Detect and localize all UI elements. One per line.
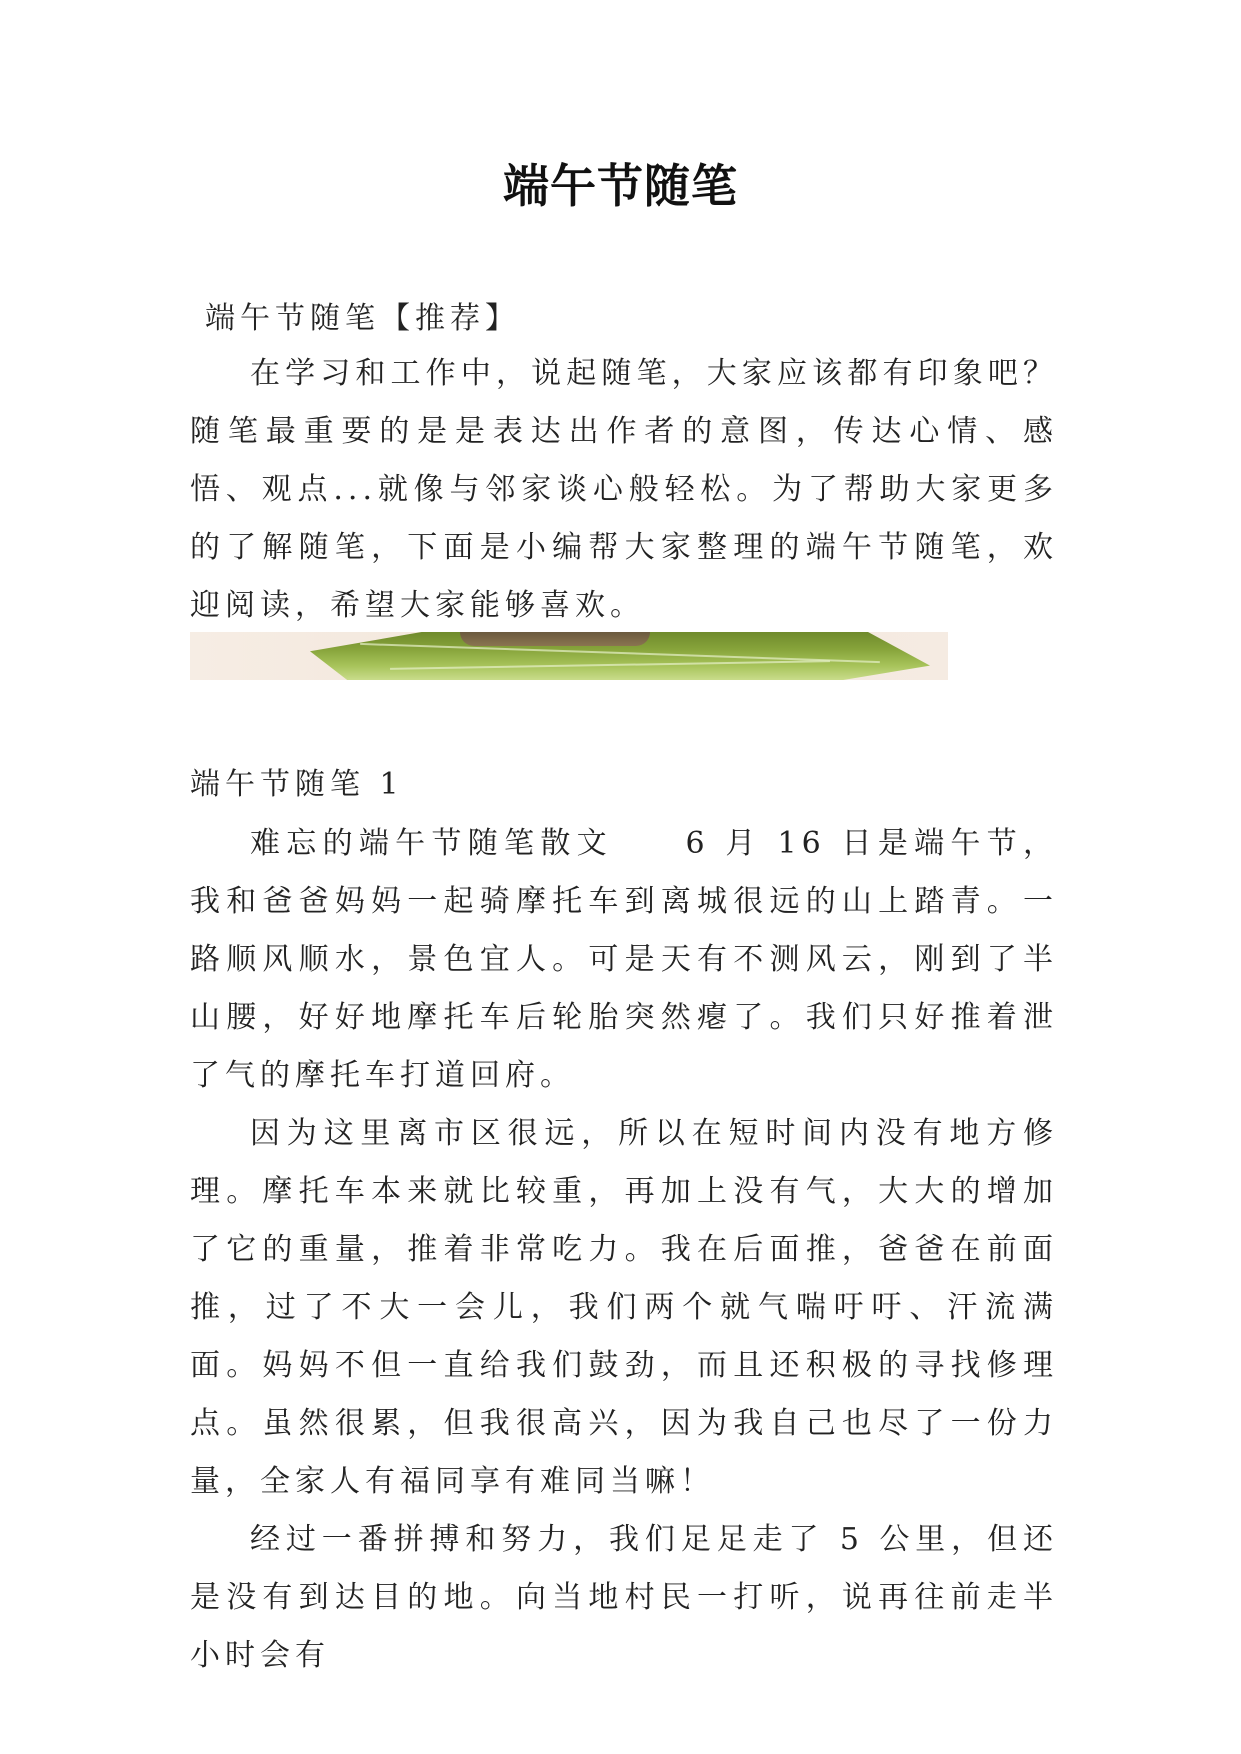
section-heading: 端午节随笔 1 <box>190 767 404 802</box>
intro-paragraph: 在学习和工作中，说起随笔，大家应该都有印象吧？随笔最重要的是是表达出作者的意图，传达心情、感悟、观点...就像与邻家谈心般轻松。为了帮助大家更多的了解随笔，下面是小编帮大家整理的端午节随笔，欢迎阅读，希望大家能够喜欢。 <box>190 356 1058 623</box>
body-paragraph: 因为这里离市区很远，所以在短时间内没有地方修理。摩托车本来就比较重，再加上没有气，大大的增加了它的重量，推着非常吃力。我在后面推，爸爸在前面推，过了不大一会儿，我们两个就气喘吁吁、汗流满面。妈妈不但一直给我们鼓劲，而且还积极的寻找修理点。虽然很累，但我很高兴，因为我自己也尽了一份力量，全家人有福同享有难同当嘛！ <box>190 1116 1058 1499</box>
document-subtitle: 端午节随笔【推荐】 <box>205 301 520 336</box>
zongzi-image <box>460 632 650 646</box>
section-body <box>190 815 1058 1685</box>
document-title: 端午节随笔 <box>503 159 738 213</box>
body-paragraph: 难忘的端午节随笔散文 6 月 16 日是端午节，我和爸爸妈妈一起骑摩托车到离城很远的山上踏青。一路顺风顺水，景色宜人。可是天有不测风云，刚到了半山腰，好好地摩托车后轮胎突然瘪了。我们只好推着泄了气的摩托车打道回府。 <box>190 826 1058 1093</box>
body-paragraph: 经过一番拼搏和努力，我们足足走了 5 公里，但还是没有到达目的地。向当地村民一打听，说再往前走半小时会有 <box>190 1522 1058 1673</box>
intro-block <box>190 345 1058 635</box>
zongzi-photo <box>190 632 948 680</box>
